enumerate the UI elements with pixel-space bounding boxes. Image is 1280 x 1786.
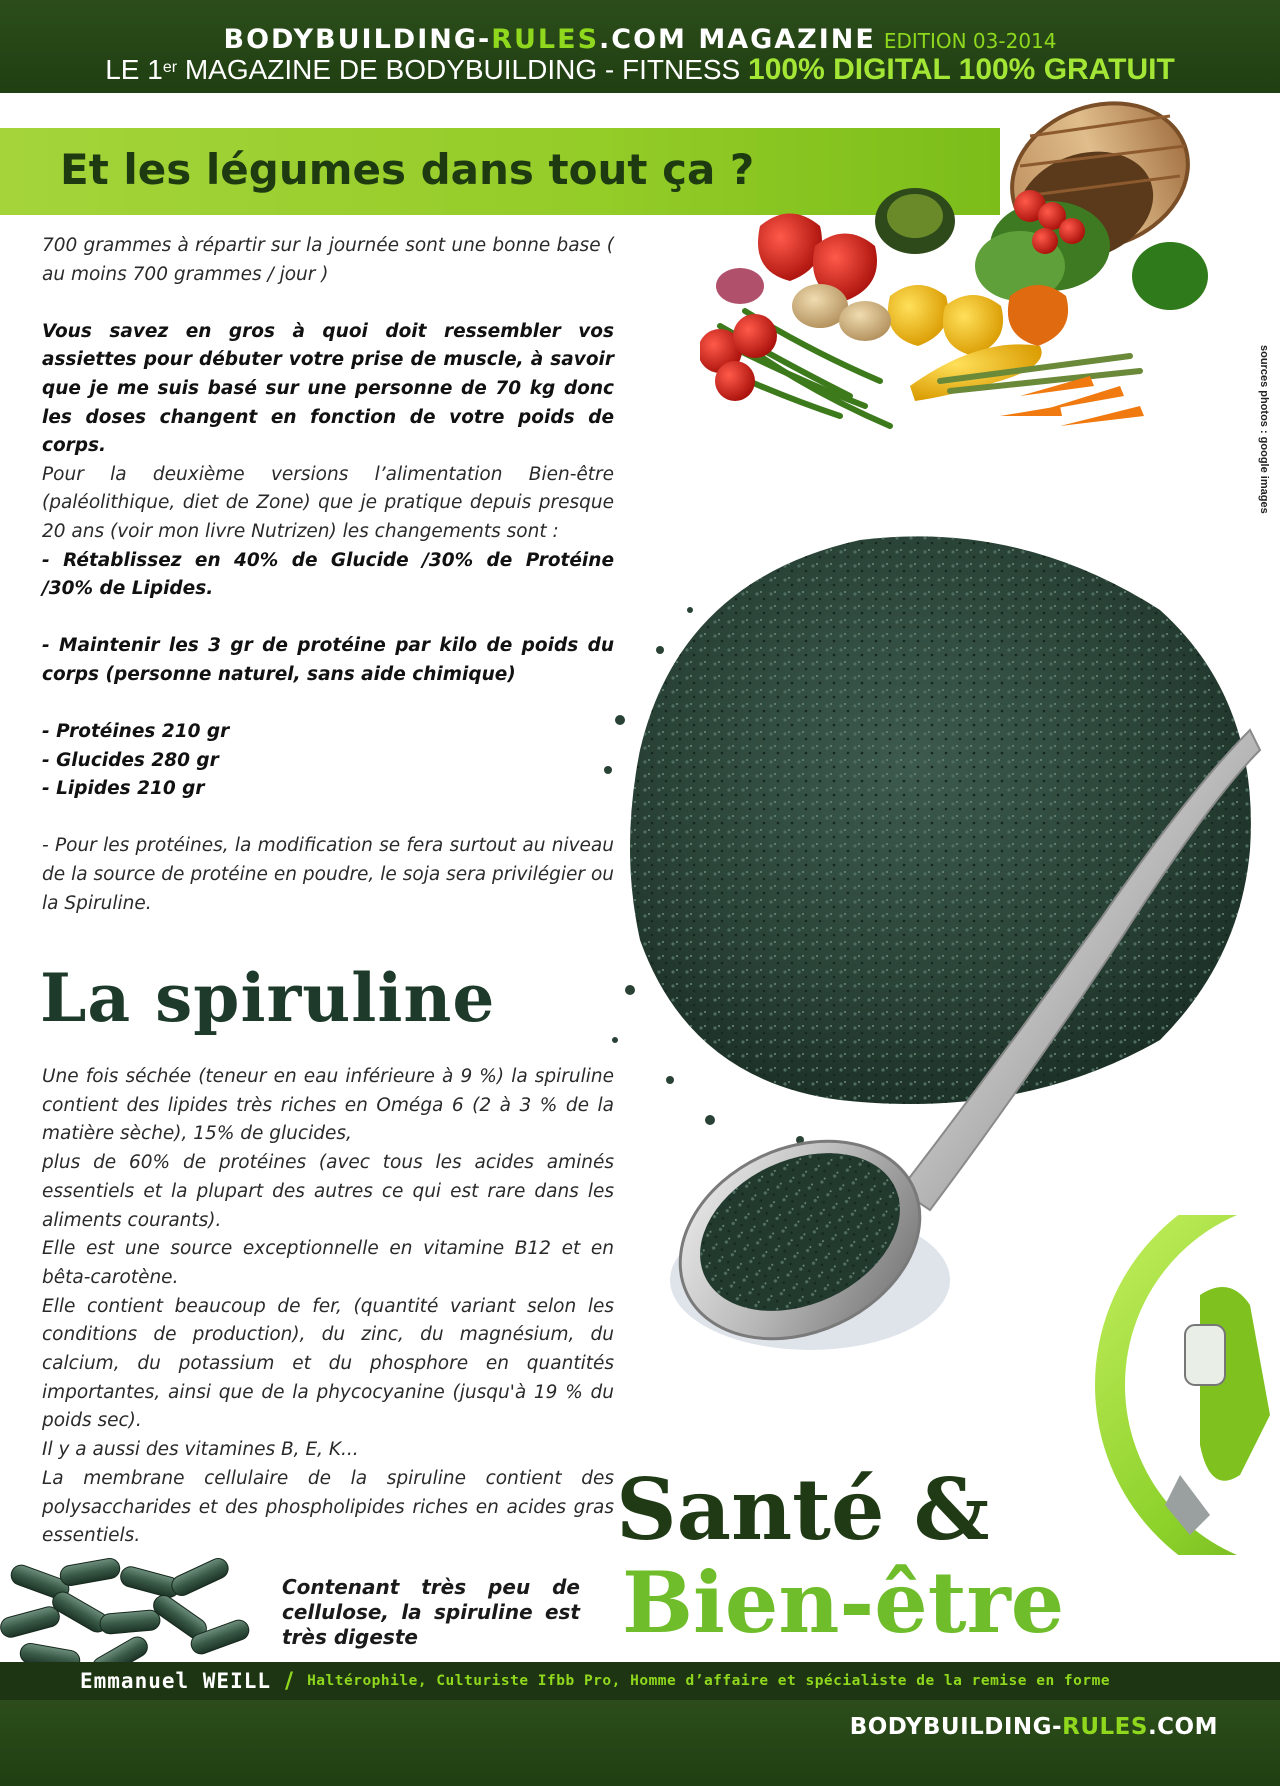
section-title-sante: Santé & (616, 1460, 990, 1559)
paragraph-version: Pour la deuxième versions l’alimentation Bien-être (paléolithique, diet de Zone) que je pratique depuis presque 20 ans (voir mon livre Nutrizen) les changements sont : (42, 463, 614, 542)
spacer (42, 690, 614, 719)
spacer (42, 804, 614, 833)
site-suffix: .COM (1147, 1714, 1218, 1740)
paragraph-bold: Vous savez en gros à quoi doit ressembler vos assiettes pour débuter votre prise de muscle, à savoir que je me suis basé sur une personne de 70 kg donc les doses changent en fonction de votre poids de corps. (42, 320, 614, 457)
list-item: - Lipides 210 gr (42, 778, 205, 800)
vegetables-basket-image (700, 96, 1240, 456)
list-item: - Glucides 280 gr (42, 749, 219, 771)
tagline-sup: er (162, 59, 178, 76)
paragraph-source: - Pour les protéines, la modification se fera surtout au niveau de la source de protéine en poudre, le soja sera privilégier ou la Spiruline. (42, 835, 614, 914)
spiruline-paragraph: Elle contient beaucoup de fer, (quantité variant selon les conditions de production), du zinc, du magnésium, du calcium, du potassium et du phosphore en quantités importantes, ainsi que de la phycocyanine (jusqu'à 19 % du poids sec). (42, 1295, 614, 1432)
spiruline-paragraph: plus de 60% de protéines (avec tous les acides aminés essentiels et la plupart des autres ce qui est rare dans les aliments courants). (42, 1152, 614, 1231)
spiruline-heading: La spiruline (40, 959, 496, 1037)
photo-credit: sources photos : google images (1258, 345, 1270, 514)
site-link[interactable] (850, 1714, 1218, 1740)
spiruline-paragraph: Une fois séchée (teneur en eau inférieure à 9 %) la spiruline contient des lipides très riches en Oméga 6 (2 à 3 % de la matière sèche), 15% de glucides, (42, 1066, 614, 1145)
callout-text: Contenant très peu de cellulose, la spiruline est très digeste (282, 1575, 580, 1649)
capsules-image (0, 1552, 260, 1672)
byline-separator: / (285, 1668, 294, 1694)
article-body (42, 232, 614, 918)
list-item: - Protéines 210 gr (42, 721, 230, 743)
brand-mascot-icon (1080, 1215, 1280, 1555)
spiruline-paragraph: Elle est une source exceptionnelle en vitamine B12 et en bêta-carotène. (42, 1238, 614, 1288)
bottom-bar (0, 1700, 1280, 1786)
masthead-tagline (0, 53, 1280, 87)
section-title-bien-etre: Bien-être (622, 1553, 1065, 1652)
tagline-accent: 100% DIGITAL 100% GRATUIT (748, 53, 1175, 86)
masthead (0, 0, 1280, 93)
brand-accent: RULES (491, 24, 600, 55)
spacer (42, 289, 614, 318)
spiruline-body (42, 1063, 614, 1551)
author-name: Emmanuel WEILL (80, 1669, 272, 1693)
article-title: Et les légumes dans tout ça ? (60, 145, 755, 194)
spiruline-paragraph: La membrane cellulaire de la spiruline contient des polysaccharides et des phospholipides riches en acides gras essentiels. (42, 1467, 614, 1547)
author-role: Haltérophile, Culturiste Ifbb Pro, Homme d’affaire et spécialiste de la remise en forme (307, 1673, 1111, 1689)
site-accent: RULES (1062, 1714, 1148, 1740)
site-prefix: BODYBUILDING- (849, 1714, 1063, 1740)
spiruline-paragraph: Il y a aussi des vitamines B, E, K... (42, 1439, 359, 1461)
brand-prefix: BODYBUILDING- (223, 24, 492, 55)
spacer (42, 604, 614, 633)
tagline-le: LE 1 (105, 54, 163, 85)
edition-label: EDITION 03-2014 (883, 29, 1057, 53)
tagline-mid: MAGAZINE DE BODYBUILDING - FITNESS (177, 54, 749, 85)
byline-bar (0, 1662, 1280, 1700)
paragraph-intro: 700 grammes à répartir sur la journée sont une bonne base ( au moins 700 grammes / jour ) (42, 235, 614, 285)
paragraph-ratio: - Rétablissez en 40% de Glucide /30% de Protéine /30% de Lipides. (42, 549, 614, 600)
brand-suffix: .COM MAGAZINE (599, 24, 876, 55)
paragraph-protein: - Maintenir les 3 gr de protéine par kilo de poids du corps (personne naturel, sans aide chimique) (42, 635, 614, 685)
